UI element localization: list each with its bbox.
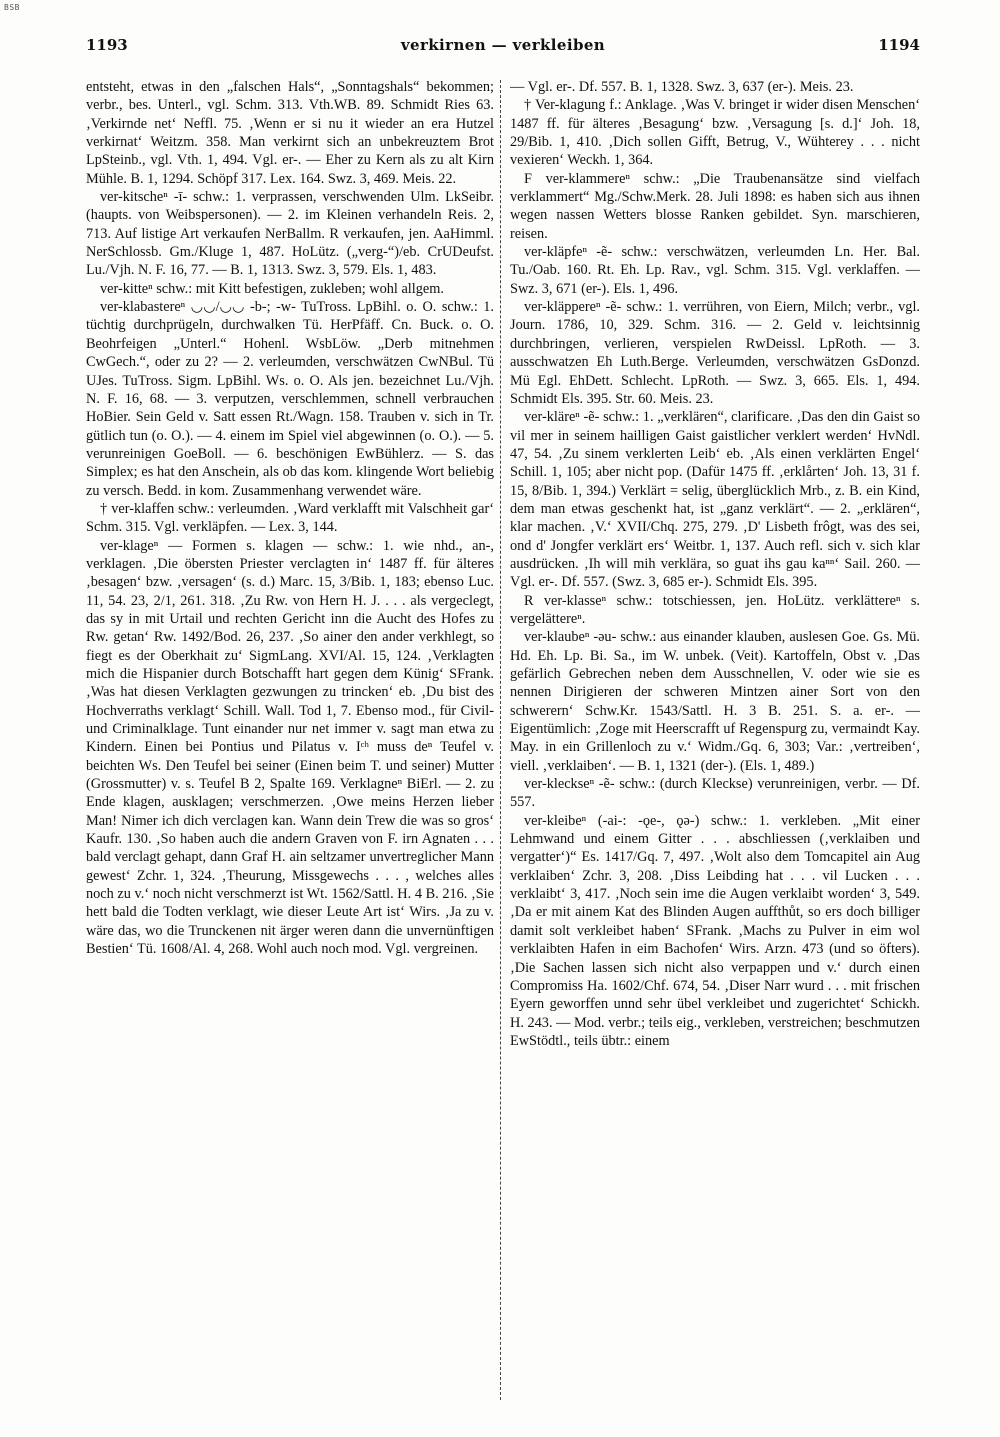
entry-verkleiben: ver-kleibeⁿ (-ai-: -ǫe-, ǫǝ-) schw.: 1. verkleben. „Mit einer Lehmwand und einem Gitter . . . abschliessen (‚verklaiben und vergatter‘)“ Es. 1417/Gq. 7, 497. ‚Wolt also dem Tomcapitel ain Aug verklaiben‘ Zchr. 3, 208. ‚Diss Leibding hat . . . vil Lucken . . . verklaibt‘ 3, 417. ‚Noch sein ime die Augen verklaibt worden‘ 3, 549. ‚Da er mit ainem Kat des Blinden Augen auffthůt, so ers doch billiger damit solt verkleibet haben‘ SFrank. ‚Machs zu Pulver in eim wol verklaibten Hafen in eim Bachofen‘ Wirs. Arzn. 473 (und so öfters). ‚Die Sachen lassen sich nicht also verpappen und v.‘ durch einen Compromiss Ha. 1602/Chf. 674, 54. ‚Diser Narr wurd . . . mit frischen Eyern geworffen unnd sehr übel verkleibet und zugerichtet‘ Schickh. H. 243. — Mod. verbr.; teils eig., verkleben, verstreichen; beschmutzen EwStödtl., teils übtr.: einem (510, 812, 920, 1049)
entry-verklagung: † Ver-klagung f.: Anklage. ‚Was V. bringet ir wider disen Menschen‘ 1487 ff. für älteres ‚Besagung‘ bzw. ‚Versagung [s. d.]‘ Joh. 18, 29/Bib. 1, 410. ‚Dich sollen Gifft, Betrug, V., Wühterey . . . nicht vexieren‘ Weckh. 1, 364. (510, 97, 920, 169)
page-header (86, 36, 920, 60)
column-divider (500, 80, 501, 1400)
page-number-right: 1194 (878, 36, 920, 54)
paragraph-continuation: entsteht, etwas in den „falschen Hals“, „Sonntagshals“ bekommen; verbr., bes. Unterl., vgl. Schm. 313. Vth.WB. 89. Schmidt Ries 63. ‚Verkirnde net‘ Neffl. 75. ‚Wenn er si nu it wieder an era Hutzel verkirnat‘ Weitzm. 358. Man verkirnt sich an unbekreuztem Brot LpSteinb., vgl. Vth. 1, 494. Vgl. er-. — Eher zu Kern als zu alt Kirn Mühle. B. 1, 1294. Schöpf 317. Lex. 164. Swz. 3, 469. Meis. 22. (86, 79, 494, 187)
entry-verklagen: ver-klageⁿ — Formen s. klagen — schw.: 1. wie nhd., an-, verklagen. ‚Die öbersten Priester verclagten in‘ 1487 ff. für älteres ‚besagen‘ bzw. ‚versagen‘ (s. d.) Marc. 15, 3/Bib. 1, 183; ebenso Luc. 11, 54. 23, 2/1, 261. 318. ‚Zu Rw. von Hern H. J. . . . als vergeclegt, das sy in mit Urtail und rechten Gericht inn die Aucht des Hofes zu Rw. getan‘ Rw. 1492/Bod. 26, 237. ‚So ainer den ander verkhlegt, so fiegt es der Oberkhait zu‘ SigmLang. XVI/Al. 15, 124. ‚Verklagten mich die Hispanier durch Botschafft hart gegen dem Künig‘ SFrank. ‚Was hat diesen Verklagten gezwungen zu trincken‘ eb. ‚Du bist des Hochverraths verklagt‘ Schill. Wall. Tod 1, 7. Ebenso mod., für Civil- und Criminalklage. Tunt einander nur net immer v. sagt man etwa zu Kindern. Einen bei Pontius und Pilatus v. Iᶜʰ muss deⁿ Teufel v. beichten Ws. Den Teufel bei seiner (Einen beim T. und seiner) Mutter (Grossmutter) v. s. Teufel B 2, Spalte 169. Verklagneⁿ BiErl. — 2. zu Ende klagen, ausklagen; verschmerzen. ‚Owe meins Herzen lieber Man! Nimer ich dich verclagen kan. Wann dein Trew die was so gros‘ Kaufr. 130. ‚So haben auch die andern Graven von F. irn Agnaten . . . bald verclagt gehapt, dann Graf H. ain seltzamer unvertreglicher Mann gewest‘ Zchr. 1, 324. ‚Theurung, Missgewechs . . . , welches alles noch zu v.‘ noch nicht verschmerzt ist Wt. 1562/Sattl. H. 4 B. 216. ‚Sie hett bald die Todten verklagt, wie dieser Leute Art ist‘ Wirs. ‚Ja zu v. wäre das, wo die Trunckenen nit ärger weren dann die unvernünftigen Bestien‘ Tü. 1608/Al. 4, 268. Wohl auch noch mod. Vgl. vergreinen. (86, 537, 494, 958)
entry-verklassen: R ver-klasseⁿ schw.: totschiessen, jen. HoLütz. verklättereⁿ s. vergelättereⁿ. (510, 592, 920, 627)
running-head: verkirnen — verkleiben (400, 36, 606, 54)
paragraph-continuation: — Vgl. er-. Df. 557. B. 1, 1328. Swz. 3, 637 (er-). Meis. 23. (510, 79, 854, 95)
entry-verklaffen: † ver-klaffen schw.: verleumden. ‚Ward verklafft mit Valschheit gar‘ Schm. 315. Vgl. verkläpfen. — Lex. 3, 144. (86, 500, 494, 536)
left-column (86, 78, 494, 1423)
right-column (510, 78, 920, 1423)
entry-verkitschen: ver-kitscheⁿ -ī- schw.: 1. verprassen, verschwenden Ulm. LkSeibr. (haupts. von Weibspersonen). — 2. im Kleinen verhandeln Reis. 2, 713. Auf listige Art verkaufen NerBallm. R verkaufen, jen. AaHimml. NerSchlossb. Gm./Kluge 1, 487. HoLütz. („verg-“)/eb. CrUDeufst. Lu./Vjh. N. F. 16, 77. — B. 1, 1313. Swz. 3, 579. Els. 1, 483. (86, 189, 494, 279)
entry-verklauben: ver-klaubeⁿ -ǝu- schw.: aus einander klauben, auslesen Goe. Gs. Mü. Hd. Eh. Lp. Bi. Sa., im W. unbek. (Veit). Kartoffeln, Obst v. ‚Das gefärlich Gebrechen neben dem Ausschnellen, V. oder wie sie es nennen Dirigieren der schweren Mintzen ainer Sort von den schwerern‘ Schw.Kr. 1543/Sattl. H. 3 B. 251. S. a. er-. — Eigentümlich: ‚Zoge mit Heerscrafft uf Regenspurg zu, vermaindt Kay. May. in ein Grillenloch zu v.‘ Widm./Gq. 6, 303; Var.: ‚vertreiben‘, viell. ‚verklaiben‘. — B. 1, 1321 (der-). (Els. 1, 489.) (510, 629, 920, 774)
entry-verklaepfen: ver-kläpfeⁿ -ẽ- schw.: verschwätzen, verleumden Ln. Her. Bal. Tu./Oab. 160. Rt. Eh. Lp. Rav., vgl. Schm. 315. Vgl. verklaffen. — Swz. 3, 671 (er-). Els. 1, 496. (510, 244, 920, 297)
entry-verklabasteren: ver-klabastereⁿ ◡◡/◡◡ -b-; -w- TuTross. LpBihl. o. O. schw.: 1. tüchtig durchprügeln, durchwalken Tü. HerPfäff. Cn. Buck. o. O. Beohrfeigen „Unterl.“ Hohenl. WsbLöw. „Derb mitnehmen CwGech.“, oder zu 2? — 2. verleumden, verschwätzen CwNBul. Tü UJes. TuTross. Sigm. LpBihl. Ws. o. O. Als jen. bezeichnet Lu./Vjh. N. F. 16, 68. — 3. verputzen, verschlemmen, schnell verbrauchen HoBier. Sein Geld v. Satt essen Rt./Wagn. 158. Trauben v. sich in Tr. gütlich tun (o. O.). — 4. einem im Spiel viel abgewinnen (o. O.). — 5. verunreinigen GoeBoll. — 6. beschönigen EwBühlerz. — S. das Simplex; es hat den Anschein, als ob das kom. klingende Wort beliebig zu versch. Bedd. in kom. Zusammenhang verwendet wäre. (86, 299, 494, 499)
entry-verkleckseln: ver-kleckseⁿ -ẽ- schw.: (durch Kleckse) verunreinigen, verbr. — Df. 557. (510, 776, 920, 811)
entry-verkitten: ver-kitteⁿ schw.: mit Kitt befestigen, zukleben; wohl allgem. (100, 280, 444, 297)
page-number-left: 1193 (86, 36, 128, 54)
library-stamp: BSB (4, 3, 20, 12)
entry-verklaeppern: ver-kläppereⁿ -ẽ- schw.: 1. verrühren, von Eiern, Milch; verbr., vgl. Journ. 1786, 10, 329. Schm. 316. — 2. Geld v. leichtsinnig durchbringen, verlieren, verspielen RwDeissl. LpRoth. — 3. ausschwatzen Eh Luth.Berge. Verleumden, verschwätzen GsDonzd. Mü Egl. EhDett. Schlecht. LpRoth. — Swz. 3, 665. Els. 1, 494. Schmidt Els. 395. Str. 60. Meis. 23. (510, 299, 920, 407)
entry-verklammeren: F ver-klammereⁿ schw.: „Die Traubenansätze sind vielfach verklammert“ Mg./Schw.Merk. 28. Juli 1898: es haben sich aus ihnen wegen nassen Wetters blosse Ranken gebildet. Syn. marschieren, reisen. (510, 170, 920, 242)
entry-verklaeren: ver-kläreⁿ -ẽ- schw.: 1. „verklären“, clarificare. ‚Das den din Gaist so vil mer in seinem hailligen Gaist gaistlicher verklert werden‘ HvNdl. 47, 54. ‚Zu sinem verklerten Leib‘ eb. ‚Als einen verklärten Engel‘ Schill. 1, 105; aber nicht pop. (Dafür 1475 ff. ‚erklårten‘ Joh. 13, 31 f. 15, 8/Bib. 1, 394.) Verklärt = selig, überglücklich Mrb., z. B. ein Kind, dem man etwas geschenkt hat, ist „ganz verklärt“. — 2. „erklären“, klar machen. ‚V.‘ XVII/Chq. 275, 279. ‚D' Lisbeth frôgt, was des sei, ond d' Jongfer verklärt ers‘ Weitbr. 1, 137. Auch refl. sich v. sich klar ausdrücken. ‚Ih will mih verklära, so guat ihs gau kaⁿⁿ‘ Sail. 260. — Vgl. er-. Df. 557. (Swz. 3, 685 er-). Schmidt Els. 395. (510, 409, 920, 591)
